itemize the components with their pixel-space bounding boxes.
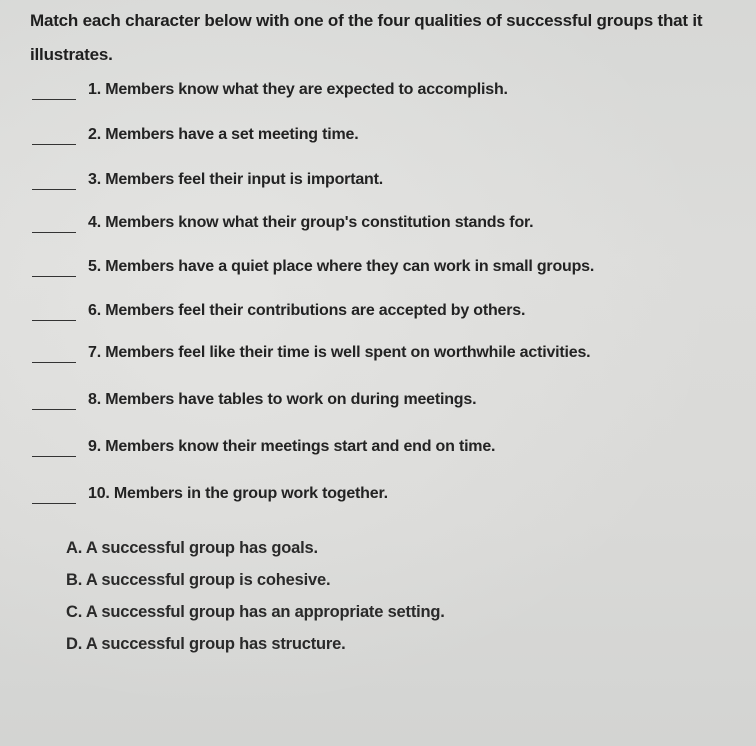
question-text: 1. Members know what they are expected to accomplish. [88, 81, 508, 98]
question-item [0, 169, 756, 193]
question-text: 10. Members in the group work together. [88, 485, 388, 502]
answer-blank[interactable] [32, 362, 76, 363]
answer-blank[interactable] [32, 232, 76, 233]
question-item [0, 256, 756, 280]
answer-options [66, 532, 445, 660]
question-item [0, 124, 756, 148]
option-c: C. A successful group has an appropriate setting. [66, 603, 445, 621]
option-d: D. A successful group has structure. [66, 635, 346, 653]
option-b: B. A successful group is cohesive. [66, 571, 331, 589]
question-text: 3. Members feel their input is important. [88, 171, 383, 188]
question-text: 9. Members know their meetings start and end on time. [88, 438, 496, 455]
option-a: A. A successful group has goals. [66, 539, 318, 557]
question-item [0, 389, 756, 413]
question-text: 2. Members have a set meeting time. [88, 126, 359, 143]
question-text: 4. Members know what their group's constitution stands for. [88, 214, 534, 231]
question-text: 8. Members have tables to work on during meetings. [88, 391, 477, 408]
question-item [0, 79, 756, 103]
question-item [0, 436, 756, 460]
question-item [0, 483, 756, 507]
answer-blank[interactable] [32, 456, 76, 457]
question-item [0, 342, 756, 366]
answer-blank[interactable] [32, 503, 76, 504]
question-text: 6. Members feel their contributions are accepted by others. [88, 302, 526, 319]
answer-blank[interactable] [32, 409, 76, 410]
question-item [0, 300, 756, 324]
answer-blank[interactable] [32, 276, 76, 277]
answer-blank[interactable] [32, 320, 76, 321]
answer-blank[interactable] [32, 99, 76, 100]
question-text: 5. Members have a quiet place where they can work in small groups. [88, 258, 595, 275]
instructions-text: Match each character below with one of the four qualities of successful groups that it illustrates. [30, 11, 703, 64]
answer-blank[interactable] [32, 144, 76, 145]
answer-blank[interactable] [32, 189, 76, 190]
question-item [0, 212, 756, 236]
question-text: 7. Members feel like their time is well spent on worthwhile activities. [88, 344, 591, 361]
